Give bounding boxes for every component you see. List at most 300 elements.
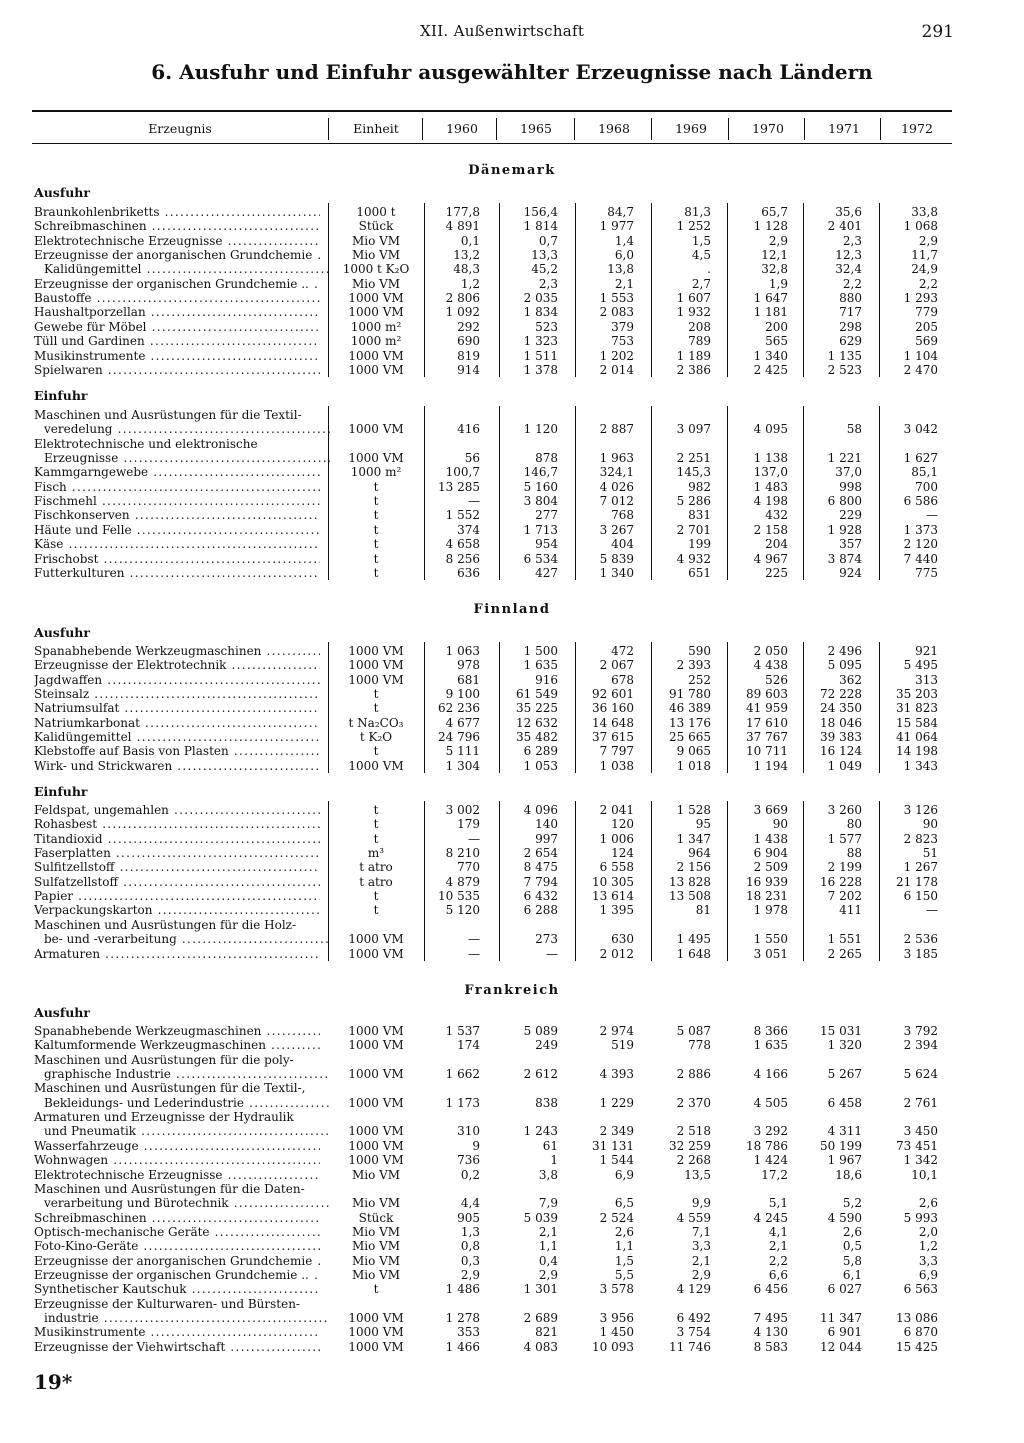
value-cell: 12 044: [820, 1339, 862, 1354]
product-name: Fisch .....: [34, 480, 320, 494]
value-cell: 5 089: [523, 1024, 558, 1038]
product-name: Faserplatten .....: [34, 846, 320, 860]
value-cell: 1 466: [445, 1339, 480, 1354]
value-cell: 1,1: [614, 1239, 634, 1254]
value-cell: 2 035: [523, 291, 558, 306]
unit-cell: Mio VM: [351, 233, 401, 248]
value-cell: 432: [765, 508, 788, 523]
value-cell: 35,6: [835, 205, 862, 219]
unit-cell: 1000 VM: [348, 1325, 404, 1340]
value-cell: 2 701: [676, 522, 711, 537]
value-cell: 13,2: [453, 248, 480, 263]
value-cell: 1 063: [445, 644, 480, 658]
value-cell: 37 615: [592, 730, 634, 745]
table-row: [0, 1053, 1024, 1067]
value-cell: 61 549: [516, 687, 558, 702]
table-title: 6. Ausfuhr und Einfuhr ausgewählter Erzeugnisse nach Ländern: [151, 60, 873, 84]
value-cell: 3 267: [599, 522, 634, 537]
value-cell: 1 053: [523, 758, 558, 773]
value-cell: 5,2: [842, 1196, 862, 1211]
table-row: [0, 817, 1024, 831]
unit-cell: 1000 VM: [348, 1067, 404, 1082]
table-row: [0, 523, 1024, 537]
value-cell: —: [926, 508, 938, 523]
value-cell: 2 067: [599, 658, 634, 673]
value-cell: 174: [457, 1038, 480, 1053]
unit-cell: Mio VM: [351, 1167, 401, 1182]
product-name: Wohnwagen .....: [34, 1153, 320, 1167]
product-name: Fischmehl .....: [34, 494, 320, 508]
table-row: [0, 537, 1024, 551]
product-name: Erzeugnisse der Elektrotechnik .....: [34, 658, 320, 672]
value-cell: 37 767: [746, 730, 788, 745]
unit-cell: 1000 t: [356, 205, 396, 219]
value-cell: 6 904: [753, 846, 788, 861]
table-row: [0, 1225, 1024, 1239]
unit-cell: Mio VM: [351, 1239, 401, 1254]
top-rule: [32, 110, 952, 112]
value-cell: 298: [839, 319, 862, 334]
product-name: Fischkonserven .....: [34, 508, 320, 522]
value-cell: 1 135: [827, 348, 862, 363]
column-header-row: [32, 116, 952, 142]
value-cell: 2 761: [903, 1095, 938, 1110]
value-cell: 1 267: [903, 860, 938, 875]
value-cell: 31 131: [592, 1138, 634, 1153]
table-row: [0, 552, 1024, 566]
value-cell: 90: [772, 817, 788, 832]
value-cell: 831: [688, 508, 711, 523]
product-name: Sulfitzellstoff .....: [34, 860, 320, 874]
product-name: Armaturen und Erzeugnisse der Hydraulik: [34, 1110, 294, 1125]
value-cell: 5 286: [676, 494, 711, 509]
value-cell: 2 425: [753, 362, 788, 377]
value-cell: 1 378: [523, 362, 558, 377]
value-cell: 4 559: [676, 1210, 711, 1225]
value-cell: 81,3: [684, 205, 711, 219]
value-cell: 1 553: [599, 291, 634, 306]
value-cell: 273: [535, 932, 558, 947]
value-cell: 0,3: [460, 1253, 480, 1268]
product-name: Steinsalz .....: [34, 687, 320, 701]
value-cell: 4 166: [753, 1067, 788, 1082]
unit-cell: 1000 m²: [350, 465, 402, 480]
value-cell: 15 584: [896, 715, 938, 730]
table-row: [0, 363, 1024, 377]
value-cell: 2 887: [599, 422, 634, 437]
value-cell: 880: [839, 291, 862, 306]
table-row: [0, 451, 1024, 465]
value-cell: 249: [535, 1038, 558, 1053]
value-cell: 45,2: [531, 262, 558, 277]
value-cell: 2 156: [676, 860, 711, 875]
product-name: Maschinen und Ausrüstungen für die Daten-: [34, 1181, 305, 1196]
value-cell: 2 806: [445, 291, 480, 306]
value-cell: 1 173: [445, 1095, 480, 1110]
value-cell: 1 343: [903, 758, 938, 773]
unit-cell: 1000 VM: [348, 291, 404, 306]
value-cell: 12 632: [516, 715, 558, 730]
table-row: [0, 1124, 1024, 1138]
value-cell: 2 394: [903, 1038, 938, 1053]
table-row: [0, 1282, 1024, 1296]
value-cell: 690: [457, 334, 480, 349]
value-cell: 2,6: [614, 1224, 634, 1239]
value-cell: 1 128: [753, 219, 788, 234]
unit-cell: 1000 m²: [350, 334, 402, 349]
product-name: Erzeugnisse .....: [44, 451, 330, 465]
value-cell: 100,7: [445, 465, 480, 480]
unit-cell: 1000 VM: [348, 422, 404, 437]
value-cell: 1 450: [599, 1325, 634, 1340]
product-name: Spanabhebende Werkzeugmaschinen .....: [34, 644, 320, 658]
value-cell: 924: [839, 565, 862, 580]
table-row: [0, 903, 1024, 917]
value-cell: 3 002: [445, 803, 480, 817]
value-cell: 1 528: [676, 803, 711, 817]
value-cell: 17,2: [761, 1167, 788, 1182]
value-cell: 1 662: [445, 1067, 480, 1082]
value-cell: 41 064: [896, 730, 938, 745]
col-header-unit: Einheit: [353, 121, 399, 136]
value-cell: 3 874: [827, 551, 862, 566]
value-cell: 1 551: [827, 932, 862, 947]
table-row: [0, 277, 1024, 291]
value-cell: 145,3: [676, 465, 711, 480]
value-cell: 1 963: [599, 451, 634, 466]
value-cell: 84,7: [607, 205, 634, 219]
value-cell: 0,7: [538, 233, 558, 248]
value-cell: 3 450: [903, 1124, 938, 1139]
value-cell: 6 289: [523, 744, 558, 759]
value-cell: 2 199: [827, 860, 862, 875]
unit-cell: t Na₂CO₃: [348, 715, 404, 730]
value-cell: 1 814: [523, 219, 558, 234]
value-cell: 5,1: [768, 1196, 788, 1211]
value-cell: 3,8: [538, 1167, 558, 1182]
value-cell: 1 486: [445, 1282, 480, 1297]
value-cell: 2,6: [842, 1224, 862, 1239]
value-cell: 62 236: [438, 701, 480, 716]
table-row: [0, 1038, 1024, 1052]
value-cell: 2 470: [903, 362, 938, 377]
value-cell: 1 340: [753, 348, 788, 363]
table-row: [0, 1311, 1024, 1325]
unit-cell: 1000 VM: [348, 1153, 404, 1168]
country-heading-danemark: Dänemark: [468, 163, 556, 178]
value-cell: 2 974: [599, 1024, 634, 1038]
value-cell: 5,8: [842, 1253, 862, 1268]
product-name: Spanabhebende Werkzeugmaschinen .....: [34, 1024, 320, 1038]
value-cell: 1 713: [523, 522, 558, 537]
value-cell: 17 610: [746, 715, 788, 730]
product-name: Bekleidungs- und Lederindustrie .....: [44, 1096, 330, 1110]
value-cell: 177,8: [445, 205, 480, 219]
unit-cell: t: [373, 701, 379, 716]
unit-cell: t: [373, 508, 379, 523]
value-cell: 9 065: [676, 744, 711, 759]
table-row: [0, 508, 1024, 522]
value-cell: 411: [839, 903, 862, 918]
value-cell: 1,4: [614, 233, 634, 248]
value-cell: 2,9: [460, 1267, 480, 1282]
unit-cell: Mio VM: [351, 248, 401, 263]
value-cell: 3 669: [753, 803, 788, 817]
value-cell: 8 366: [753, 1024, 788, 1038]
value-cell: 2,0: [918, 1224, 938, 1239]
product-name: Schreibmaschinen .....: [34, 219, 320, 233]
value-cell: 10 535: [438, 889, 480, 904]
value-cell: 821: [535, 1325, 558, 1340]
value-cell: 4 505: [753, 1095, 788, 1110]
value-cell: 753: [611, 334, 634, 349]
unit-cell: t: [373, 744, 379, 759]
value-cell: 1 293: [903, 291, 938, 306]
value-cell: 878: [535, 451, 558, 466]
table-row: [0, 1254, 1024, 1268]
product-name: Wirk- und Strickwaren .....: [34, 759, 320, 773]
value-cell: 2,9: [768, 233, 788, 248]
value-cell: 24 796: [438, 730, 480, 745]
value-cell: 58: [846, 422, 862, 437]
value-cell: 2 612: [523, 1067, 558, 1082]
value-cell: 7 495: [753, 1311, 788, 1325]
value-cell: 15 031: [820, 1024, 862, 1038]
unit-cell: t: [373, 687, 379, 702]
value-cell: 1,2: [918, 1239, 938, 1254]
value-cell: 10,1: [911, 1167, 938, 1182]
product-name: Feldspat, ungemahlen .....: [34, 803, 320, 817]
product-name: Kalidüngemittel .....: [34, 730, 320, 744]
value-cell: 2 251: [676, 451, 711, 466]
table-row: [0, 305, 1024, 319]
value-cell: 5 993: [903, 1210, 938, 1225]
value-cell: 4 932: [676, 551, 711, 566]
value-cell: 978: [457, 658, 480, 673]
unit-cell: 1000 VM: [348, 1038, 404, 1053]
value-cell: 1 483: [753, 479, 788, 494]
product-name: Rohasbest .....: [34, 817, 320, 831]
value-cell: 2 536: [903, 932, 938, 947]
value-cell: 11 347: [820, 1311, 862, 1325]
product-name: Schreibmaschinen .....: [34, 1211, 320, 1225]
value-cell: 768: [611, 508, 634, 523]
value-cell: 50 199: [820, 1138, 862, 1153]
running-head: [0, 22, 1024, 46]
value-cell: 41 959: [746, 701, 788, 716]
value-cell: 2 524: [599, 1210, 634, 1225]
table-row: [0, 1110, 1024, 1124]
value-cell: 0,8: [460, 1239, 480, 1254]
table-row: [0, 875, 1024, 889]
value-cell: 2,1: [691, 1253, 711, 1268]
value-cell: 6,9: [614, 1167, 634, 1182]
value-cell: 13 508: [669, 889, 711, 904]
value-cell: 770: [457, 860, 480, 875]
product-name: Optisch-mechanische Geräte .....: [34, 1225, 320, 1239]
value-cell: 404: [611, 537, 634, 552]
value-cell: 156,4: [523, 205, 558, 219]
value-cell: 229: [839, 508, 862, 523]
value-cell: 2 523: [827, 362, 862, 377]
col-header-1969: 1969: [675, 121, 707, 136]
product-name: Wasserfahrzeuge .....: [34, 1139, 320, 1153]
value-cell: 90: [922, 817, 938, 832]
value-cell: 8 256: [445, 551, 480, 566]
value-cell: —: [468, 932, 480, 947]
value-cell: 4,5: [691, 248, 711, 263]
value-cell: 5 087: [676, 1024, 711, 1038]
table-row: [0, 320, 1024, 334]
value-cell: 1 635: [753, 1038, 788, 1053]
value-cell: 277: [535, 508, 558, 523]
value-cell: 569: [915, 334, 938, 349]
value-cell: 1 320: [827, 1038, 862, 1053]
chapter-title: XII. Außenwirtschaft: [420, 22, 585, 40]
value-cell: 46 389: [669, 701, 711, 716]
product-name: Titandioxid .....: [34, 832, 320, 846]
product-name: Spielwaren .....: [34, 363, 320, 377]
product-name: graphische Industrie .....: [44, 1067, 330, 1081]
value-cell: 1 278: [445, 1311, 480, 1325]
value-cell: 590: [688, 644, 711, 658]
value-cell: 2 386: [676, 362, 711, 377]
product-name: Erzeugnisse der organischen Grundchemie .. .....: [34, 277, 320, 291]
product-name: Armaturen .....: [34, 947, 320, 961]
value-cell: 1 301: [523, 1282, 558, 1297]
value-cell: 3 578: [599, 1282, 634, 1297]
value-cell: 1 500: [523, 644, 558, 658]
value-cell: 1,1: [538, 1239, 558, 1254]
table-row: [0, 1325, 1024, 1339]
value-cell: 32,8: [761, 262, 788, 277]
table-row: [0, 889, 1024, 903]
table-row: [0, 1340, 1024, 1354]
value-cell: 65,7: [761, 205, 788, 219]
value-cell: 0,5: [842, 1239, 862, 1254]
value-cell: 4 967: [753, 551, 788, 566]
value-cell: 5 095: [827, 658, 862, 673]
value-cell: 204: [765, 537, 788, 552]
value-cell: 18,6: [835, 1167, 862, 1182]
unit-cell: t: [373, 551, 379, 566]
value-cell: 61: [542, 1138, 558, 1153]
value-cell: 11 746: [669, 1339, 711, 1354]
value-cell: —: [468, 831, 480, 846]
product-name: Häute und Felle .....: [34, 523, 320, 537]
value-cell: 2,6: [918, 1196, 938, 1211]
value-cell: 292: [457, 319, 480, 334]
header-rule: [32, 143, 952, 144]
table-row: [0, 846, 1024, 860]
value-cell: 472: [611, 644, 634, 658]
unit-cell: Mio VM: [351, 1253, 401, 1268]
value-cell: 35 203: [896, 687, 938, 702]
value-cell: 778: [688, 1038, 711, 1053]
unit-cell: 1000 m²: [350, 319, 402, 334]
value-cell: 1 438: [753, 831, 788, 846]
value-cell: 1 978: [753, 903, 788, 918]
value-cell: 2,2: [768, 1253, 788, 1268]
value-cell: 1 647: [753, 291, 788, 306]
unit-cell: t K₂O: [359, 730, 393, 745]
value-cell: 5 839: [599, 551, 634, 566]
table-row: [0, 947, 1024, 961]
product-name: Frischobst .....: [34, 552, 320, 566]
value-cell: 1 092: [445, 305, 480, 320]
table-row: [0, 219, 1024, 233]
value-cell: 252: [688, 672, 711, 687]
table-row: [0, 1153, 1024, 1167]
table-row: [0, 408, 1024, 422]
value-cell: 6 558: [599, 860, 634, 875]
unit-cell: t: [373, 817, 379, 832]
value-cell: 1 049: [827, 758, 862, 773]
value-cell: 8 475: [523, 860, 558, 875]
section-heading-einfuhr: Einfuhr: [34, 388, 88, 403]
value-cell: 310: [457, 1124, 480, 1139]
product-name: verarbeitung und Bürotechnik .....: [44, 1196, 330, 1210]
value-cell: 3 260: [827, 803, 862, 817]
value-cell: 4 026: [599, 479, 634, 494]
value-cell: 5 120: [445, 903, 480, 918]
unit-cell: 1000 VM: [348, 362, 404, 377]
value-cell: 1 221: [827, 451, 862, 466]
table-row: [0, 716, 1024, 730]
value-cell: 717: [839, 305, 862, 320]
product-name: Kalidüngemittel .....: [44, 262, 330, 276]
value-cell: 7 440: [903, 551, 938, 566]
value-cell: 681: [457, 672, 480, 687]
value-cell: 92 601: [592, 687, 634, 702]
value-cell: 964: [688, 846, 711, 861]
value-cell: 1 550: [753, 932, 788, 947]
value-cell: 35 225: [516, 701, 558, 716]
value-cell: 1 424: [753, 1153, 788, 1168]
value-cell: 416: [457, 422, 480, 437]
value-cell: 2 509: [753, 860, 788, 875]
value-cell: 2,1: [614, 276, 634, 291]
value-cell: 1 342: [903, 1153, 938, 1168]
value-cell: 1 202: [599, 348, 634, 363]
value-cell: 8 583: [753, 1339, 788, 1354]
value-cell: 12,1: [761, 248, 788, 263]
value-cell: 9: [472, 1138, 480, 1153]
value-cell: 4 879: [445, 874, 480, 889]
value-cell: 1 928: [827, 522, 862, 537]
value-cell: 13 614: [592, 889, 634, 904]
value-cell: 73 451: [896, 1138, 938, 1153]
value-cell: 80: [846, 817, 862, 832]
unit-cell: 1000 VM: [348, 1124, 404, 1139]
value-cell: 2,7: [691, 276, 711, 291]
value-cell: 519: [611, 1038, 634, 1053]
value-cell: 1 932: [676, 305, 711, 320]
table-row: [0, 932, 1024, 946]
value-cell: 31 823: [896, 701, 938, 716]
value-cell: 10 305: [592, 874, 634, 889]
table-row: [0, 566, 1024, 580]
value-cell: 1 120: [523, 422, 558, 437]
value-cell: 200: [765, 319, 788, 334]
value-cell: 1 038: [599, 758, 634, 773]
page-signature: 19*: [34, 1370, 73, 1394]
unit-cell: 1000 VM: [348, 644, 404, 658]
value-cell: 37,0: [835, 465, 862, 480]
value-cell: 1 577: [827, 831, 862, 846]
col-header-1960: 1960: [446, 121, 478, 136]
value-cell: 2 393: [676, 658, 711, 673]
